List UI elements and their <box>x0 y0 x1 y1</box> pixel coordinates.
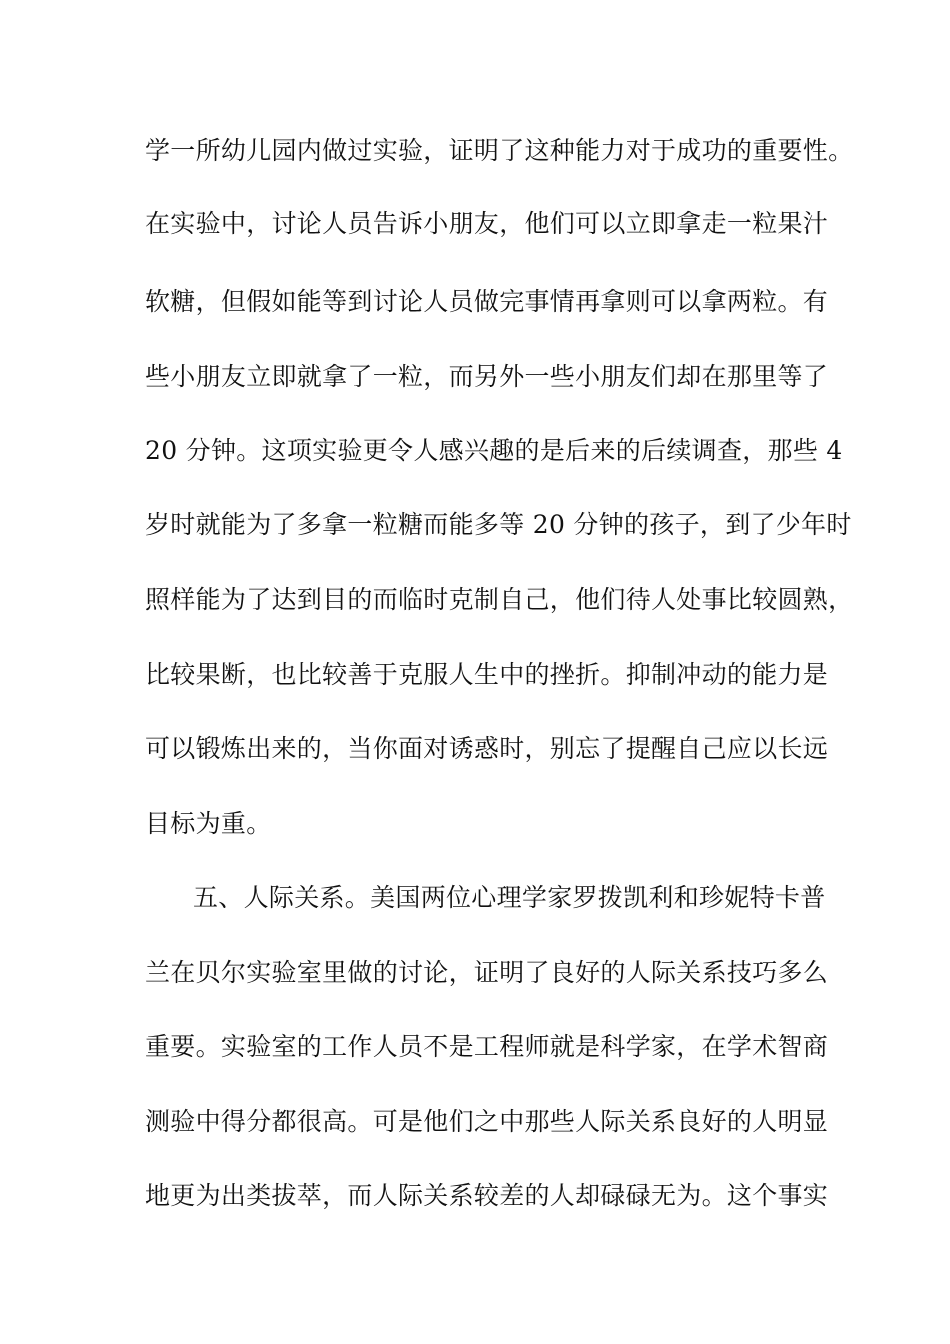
text-line: 学一所幼儿园内做过实验，证明了这种能力对于成功的重要性。 <box>145 136 854 165</box>
text-line: 在实验中，讨论人员告诉小朋友，他们可以立即拿走一粒果汁 <box>145 209 829 238</box>
text-line: 软糖，但假如能等到讨论人员做完事情再拿则可以拿两粒。有 <box>145 287 829 316</box>
text-line: 比较果断，也比较善于克服人生中的挫折。抑制冲动的能力是 <box>145 660 829 689</box>
text-line: 可以锻炼出来的，当你面对诱惑时，别忘了提醒自己应以长远 <box>145 734 829 763</box>
text-line: 地更为出类拔萃，而人际关系较差的人却碌碌无为。这个事实 <box>145 1181 829 1210</box>
text-line: 重要。实验室的工作人员不是工程师就是科学家，在学术智商 <box>145 1032 829 1061</box>
text-line: 些小朋友立即就拿了一粒，而另外一些小朋友们却在那里等了 <box>145 362 829 391</box>
text-line: 岁时就能为了多拿一粒糖而能多等 20 分钟的孩子，到了少年时 <box>145 510 852 539</box>
text-line: 照样能为了达到目的而临时克制自己，他们待人处事比较圆熟， <box>145 585 854 614</box>
text-line: 测验中得分都很高。可是他们之中那些人际关系良好的人明显 <box>145 1107 829 1136</box>
text-line: 目标为重。 <box>145 809 272 838</box>
text-line: 兰在贝尔实验室里做的讨论，证明了良好的人际关系技巧多么 <box>145 958 829 987</box>
text-line: 20 分钟。这项实验更令人感兴趣的是后来的后续调查，那些 4 <box>145 436 843 465</box>
paragraph-start-line: 五、人际关系。美国两位心理学家罗拨凯利和珍妮特卡普 <box>193 883 826 912</box>
